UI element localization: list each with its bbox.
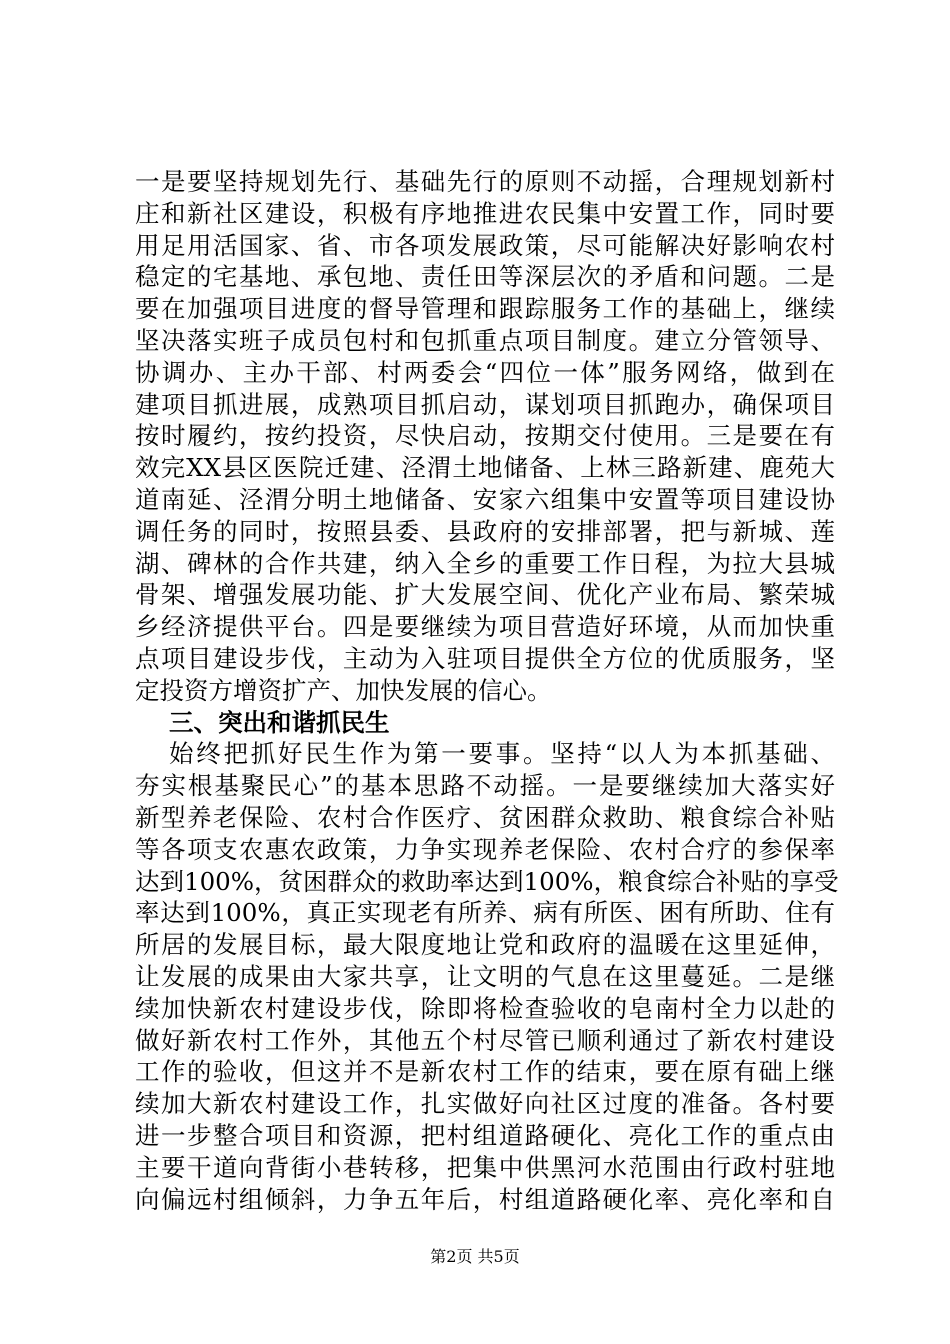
text-line: 向偏远村组倾斜，力争五年后，村组道路硬化率、亮化率和自 bbox=[135, 1184, 835, 1214]
text-line: 主要干道向背街小巷转移，把集中供黑河水范围由行政村驻地 bbox=[135, 1152, 835, 1182]
text-line: 一是要坚持规划先行、基础先行的原则不动摇，合理规划新村 bbox=[135, 167, 835, 196]
text-line: 庄和新社区建设，积极有序地推进农民集中安置工作，同时要 bbox=[135, 198, 835, 228]
text-line: 所居的发展目标，最大限度地让党和政府的温暖在这里延伸， bbox=[135, 930, 835, 960]
text-line: 定投资方增资扩产、加快发展的信心。 bbox=[135, 675, 552, 705]
document-body bbox=[135, 166, 839, 1215]
text-line: 协调办、主办干部、村两委会“四位一体”服务网络，做到在 bbox=[135, 357, 835, 387]
text-line: 点项目建设步伐，主动为入驻项目提供全方位的优质服务，坚 bbox=[135, 643, 835, 673]
text-line: 达到100%，贫困群众的救助率达到100%，粮食综合补贴的享受 bbox=[135, 866, 839, 896]
text-line: 续加大新农村建设工作，扎实做好向社区过度的准备。各村要 bbox=[135, 1089, 835, 1119]
text-line: 进一步整合项目和资源，把村组道路硬化、亮化工作的重点由 bbox=[135, 1120, 835, 1150]
text-line: 始终把抓好民生作为第一要事。坚持“以人为本抓基础、 bbox=[169, 739, 835, 769]
paragraph-2 bbox=[135, 738, 839, 1215]
text-line: 按时履约，按约投资，尽快启动，按期交付使用。三是要在有 bbox=[135, 421, 835, 451]
page-footer: 第2页 共5页 bbox=[430, 1247, 520, 1266]
text-line: 要在加强项目进度的督导管理和跟踪服务工作的基础上，继续 bbox=[135, 294, 835, 324]
text-line: 乡经济提供平台。四是要继续为项目营造好环境，从而加快重 bbox=[135, 612, 835, 642]
text-line: 骨架、增强发展功能、扩大发展空间、优化产业布局、繁荣城 bbox=[135, 580, 835, 610]
text-line: 坚决落实班子成员包村和包抓重点项目制度。建立分管领导、 bbox=[135, 325, 835, 355]
text-line: 建项目抓进展，成熟项目抓启动，谋划项目抓跑办，确保项目 bbox=[135, 389, 835, 419]
text-line: 稳定的宅基地、承包地、责任田等深层次的矛盾和问题。二是 bbox=[135, 262, 835, 292]
text-line: 新型养老保险、农村合作医疗、贫困群众救助、粮食综合补贴 bbox=[135, 802, 835, 832]
text-line: 等各项支农惠农政策，力争实现养老保险、农村合疗的参保率 bbox=[135, 834, 835, 864]
paragraph-1 bbox=[135, 166, 835, 707]
section-heading: 三、突出和谐抓民生 bbox=[169, 707, 390, 737]
text-line: 工作的验收，但这并不是新农村工作的结束，要在原有础上继 bbox=[135, 1057, 835, 1087]
text-line: 续加快新农村建设步伐，除即将检查验收的皂南村全力以赴的 bbox=[135, 993, 835, 1023]
text-line: 湖、碑林的合作共建，纳入全乡的重要工作日程，为拉大县城 bbox=[135, 548, 835, 578]
text-line: 效完XX县区医院迁建、泾渭土地储备、上林三路新建、鹿苑大 bbox=[135, 453, 835, 483]
text-line: 做好新农村工作外，其他五个村尽管已顺利通过了新农村建设 bbox=[135, 1025, 835, 1055]
text-line: 率达到100%，真正实现老有所养、病有所医、困有所助、住有 bbox=[135, 898, 835, 928]
text-line: 调任务的同时，按照县委、县政府的安排部署，把与新城、莲 bbox=[135, 516, 835, 546]
text-line: 夯实根基聚民心”的基本思路不动摇。一是要继续加大落实好 bbox=[135, 771, 835, 801]
text-line: 让发展的成果由大家共享，让文明的气息在这里蔓延。二是继 bbox=[135, 961, 835, 991]
text-line: 道南延、泾渭分明土地储备、安家六组集中安置等项目建设协 bbox=[135, 484, 835, 514]
text-line: 用足用活国家、省、市各项发展政策，尽可能解决好影响农村 bbox=[135, 230, 835, 260]
